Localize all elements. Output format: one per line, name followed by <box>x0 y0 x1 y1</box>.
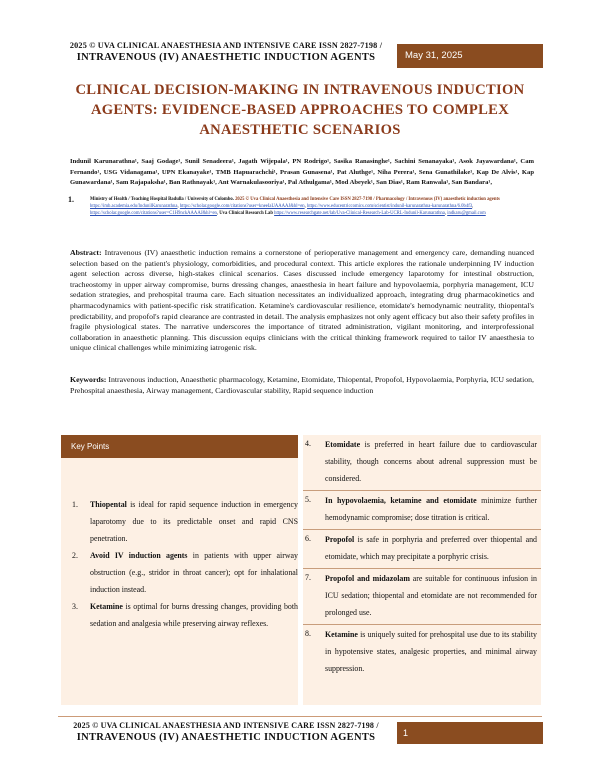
key-point-text: in patients with upper airway obstruction (e.g., stridor in throat cancer); opt for inhalational induction instead. <box>90 551 298 594</box>
affiliation: 1. Ministry of Health / Teaching Hospital Badulla / University of Colombo. 2025 © Uva Clinical Anaesthesia and Intensive Care ISSN 2827-7198 / Pharmacology / Intravenous (IV) anaesthetic induction agents https://imb.academia.edu/IndunilKarunarathna, https://scholar.google.com/citations?user=kneeIaUAAAAJ&hl=en, https://www.educentriccomics.com/scientist/indunil-karunarathna-karunarathna/6.0b4f3, https://scholar.google.com/citations?user=C1H9nckAAAAJ&hl=en, Uva Clinical Research Lab https://www.researchgate.net/lab/Uva-Clinical-Research-Lab-UCRL-Indunil-Karunarathna, indkaru@gmail.com <box>68 195 500 217</box>
abstract <box>70 248 534 354</box>
abstract-text: Intravenous (IV) anaesthetic induction remains a cornerstone of perioperative management and emergency care, demanding nuanced selection based on the patient's physiology, comorbidities, and procedural context. This article explores the rationale underpinning IV induction agent selection across diverse, high-stakes clinical scenarios. Cases discussed include emergency laparotomy for intestinal obstruction, tracheostomy in upper airway compromise, burns dressing changes, anaesthesia in heart failure and hypovolaemia, porphyria management, ICU sedation strategies, and prehospital trauma care. Each situation necessitates an individualized approach, integrating drug pharmacokinetics and pharmacodynamics with patient-specific risk stratification. Ketamine's cardiovascular resilience, etomidate's hemodynamic neutrality, thiopental's predictability, and propofol's rapid clearance are contrasted in detail. The analysis emphasizes not only agent efficacy but also their safety profiles in fragile physiological states. The narrative underscores the importance of titrated administration, vigilant monitoring, and interprofessional collaboration in anaesthetic planning. This discussion equips clinicians with the critical thinking framework required to tailor IV anaesthesia to unique clinical challenges while minimizing iatrogenic risk. <box>70 248 534 353</box>
key-point-number: 8. <box>305 629 311 638</box>
key-point-number: 3. <box>72 602 78 611</box>
key-point-item <box>303 435 541 491</box>
footer-divider <box>58 716 542 717</box>
affiliation-institution: Ministry of Health / Teaching Hospital Badulla / University of Colombo. <box>90 197 234 202</box>
key-point-bold: Thiopental <box>90 500 127 509</box>
key-point-bold: Ketamine <box>90 602 123 611</box>
key-point-text: is safe in porphyria and preferred over thiopental and etomidate, which may precipitate a porphyric crisis. <box>325 535 537 561</box>
header-journal-line: 2025 © UVA CLINICAL ANAESTHESIA AND INTENSIVE CARE ISSN 2827-7198 / <box>69 41 383 50</box>
link-email[interactable]: indkaru@gmail.com <box>447 211 486 217</box>
key-point-bold: Ketamine <box>325 630 358 639</box>
key-point-number: 6. <box>305 534 311 543</box>
key-point-bold: In hypovolaemia, ketamine and etomidate <box>325 496 477 505</box>
key-point-number: 1. <box>72 500 78 509</box>
key-point-item <box>303 569 541 625</box>
key-point-text: is optimal for burns dressing changes, providing both sedation and analgesia while preserving airway reflexes. <box>90 602 298 628</box>
key-point-bold: Propofol and midazolam <box>325 574 410 583</box>
abstract-label: Abstract: <box>70 248 102 257</box>
page-header <box>58 40 394 64</box>
footer-journal-line: 2025 © UVA CLINICAL ANAESTHESIA AND INTENSIVE CARE ISSN 2827-7198 / <box>73 721 379 730</box>
lab-label: Uva Clinical Research Lab <box>219 211 273 217</box>
keywords-label: Keywords: <box>70 375 107 384</box>
key-point-item <box>303 625 541 680</box>
page-footer <box>58 720 394 744</box>
key-point-bold: Avoid IV induction agents <box>90 551 188 560</box>
link-google-scholar-2[interactable]: https://scholar.google.com/citations?user=C1H9nckAAAAJ&hl=en <box>90 211 217 217</box>
key-point-number: 2. <box>72 551 78 560</box>
key-point-text: is ideal for rapid sequence induction in emergency laparotomy due to its predictable onset and rapid CNS penetration. <box>90 500 298 543</box>
key-points-heading: Key Points <box>61 435 298 458</box>
key-point-text: is preferred in heart failure due to cardiovascular stability, though concerns about adrenal suppression must be considered. <box>325 440 537 483</box>
affiliation-journal-ref: 2025 © Uva Clinical Anaesthesia and Intensive Care ISSN 2827-7198 / Pharmacology / Intravenous (IV) anaesthetic induction agents <box>235 197 500 202</box>
key-point-number: 4. <box>305 439 311 448</box>
author-list: Indunil Karunarathna¹, Saaj Godage¹, Sunil Senadeera¹, Jagath Wijepala¹, PN Rodrigo¹, Sasika Ranasinghe¹, Sachini Senanayaka¹, Asok Jayawardana¹, Cam Fernando¹, USG Vidanagama¹, UPN Ekanayake¹, TMB Hapuarachchi¹, Prasan Gunasena¹, Pat Aluthge¹, Niha Perera¹, Sena Gunathilake¹, Kap De Alvis¹, Kap Gunawardana¹, Sam Rajapaksha¹, Ban Rathnayak¹, Ant Warnakulasooriya¹, Pal Athulgama¹, Mod Abeyek¹, San Dias¹, Ram Ranwala¹, San Bandara¹, <box>70 158 534 187</box>
link-academia[interactable]: https://imb.academia.edu/IndunilKarunarathna <box>90 204 178 210</box>
paper-title: CLINICAL DECISION-MAKING IN INTRAVENOUS INDUCTION AGENTS: EVIDENCE-BASED APPROACHES TO COMPLEX ANAESTHETIC SCENARIOS <box>75 82 525 138</box>
keywords-text: Intravenous induction, Anaesthetic pharmacology, Ketamine, Etomidate, Thiopental, Propofol, Hypovolaemia, Porphyria, ICU sedation, Prehospital anaesthesia, Airway management, Cardiovascular stability, Rapid sequence induction <box>70 375 534 395</box>
key-point-number: 7. <box>305 573 311 582</box>
key-point-text: are suitable for continuous infusion in ICU sedation; thiopental and etomidate are not recommended for prolonged use. <box>325 574 537 617</box>
key-points-left-list <box>70 496 298 632</box>
link-educentric[interactable]: https://www.educentriccomics.com/scientist/indunil-karunarathna-karunarathna/6.0b4f3 <box>306 204 473 210</box>
key-point-text: is uniquely suited for prehospital use due to its stability in hypotensive states, analgesic properties, and minimal airway suppression. <box>325 630 537 673</box>
key-point-bold: Etomidate <box>325 440 361 449</box>
key-point-item <box>303 530 541 569</box>
header-running-title: INTRAVENOUS (IV) ANAESTHETIC INDUCTION AGENTS <box>76 52 376 63</box>
link-researchgate[interactable]: https://www.researchgate.net/lab/Uva-Clinical-Research-Lab-UCRL-Indunil-Karunarathna <box>274 211 445 217</box>
key-point-text: minimize further hemodynamic compromise; dose titration is critical. <box>325 496 537 522</box>
affiliation-number: 1. <box>68 195 74 204</box>
footer-running-title: INTRAVENOUS (IV) ANAESTHETIC INDUCTION AGENTS <box>76 732 376 743</box>
key-point-item <box>70 598 298 632</box>
keywords <box>70 375 534 396</box>
key-points-right-list <box>303 435 541 680</box>
key-point-item <box>70 547 298 598</box>
key-point-item <box>303 491 541 530</box>
link-google-scholar[interactable]: https://scholar.google.com/citations?user=kneeIaUAAAAJ&hl=en <box>179 204 305 210</box>
key-point-bold: Propofol <box>325 535 355 544</box>
key-point-number: 5. <box>305 495 311 504</box>
key-point-item <box>70 496 298 547</box>
page-number: 1 <box>397 722 543 744</box>
header-date: May 31, 2025 <box>397 44 543 68</box>
